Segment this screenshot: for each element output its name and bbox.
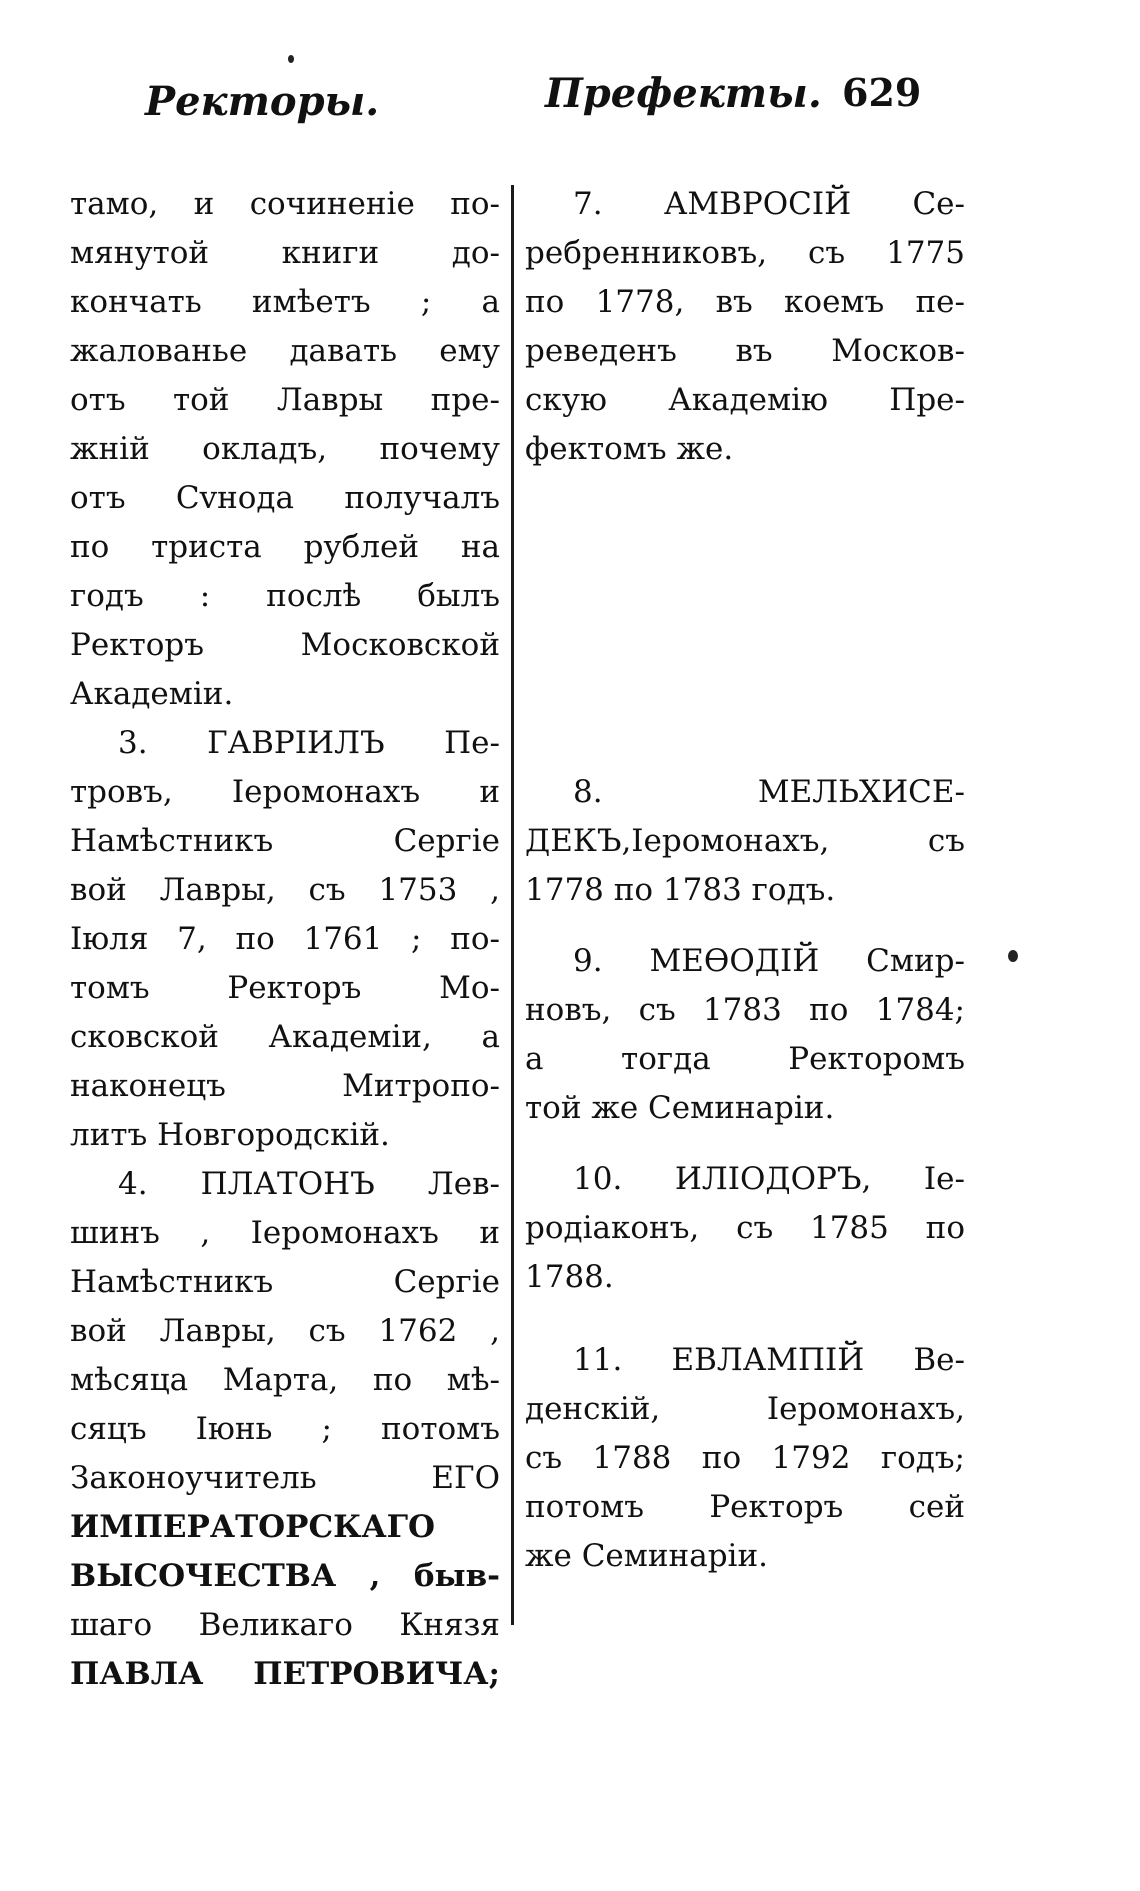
text-line: ВЫСОЧЕСТВА , быв- <box>70 1558 500 1594</box>
entry-heading-melkhisedek: 8. МЕЛЬХИСЕ- <box>573 774 965 810</box>
text-line: а тогда Ректоромъ <box>525 1041 965 1077</box>
text-line: фектомъ же. <box>525 431 734 467</box>
text-line: отъ Сvнода получалъ <box>70 480 500 516</box>
text-line: тровъ, Іеромонахъ и <box>70 774 500 810</box>
text-line: кончать имѣетъ ; а <box>70 284 500 320</box>
text-line: тамо, и сочиненіе по- <box>70 186 500 222</box>
text-line: реведенъ въ Москов- <box>525 333 965 369</box>
text-line: ПАВЛА ПЕТРОВИЧА; <box>70 1656 500 1692</box>
entry-heading-mefodiy: 9. МЕѲОДІЙ Смир- <box>573 943 965 979</box>
page-number: 629 <box>842 70 922 115</box>
entry-heading-iliodor: 10. ИЛІОДОРЪ, Іе- <box>573 1161 965 1197</box>
text-line: ребренниковъ, съ 1775 <box>525 235 965 271</box>
text-line: новъ, съ 1783 по 1784; <box>525 992 965 1028</box>
column-divider <box>511 185 514 1625</box>
text-line: денскій, Іеромонахъ, <box>525 1391 965 1427</box>
text-line: родіаконъ, съ 1785 по <box>525 1210 965 1246</box>
entry-heading-gavriil: 3. ГАВРІИЛЪ Пе- <box>118 725 500 761</box>
entry-heading-amvrosiy: 7. АМВРОСІЙ Се- <box>573 186 965 222</box>
text-line: же Семинаріи. <box>525 1538 768 1574</box>
text-line: мянутой книги до- <box>70 235 500 271</box>
text-line: ДЕКЪ,Іеромонахъ, съ <box>525 823 965 859</box>
text-line: по 1778, въ коемъ пе- <box>525 284 965 320</box>
text-line: литъ Новгородскій. <box>70 1117 390 1153</box>
ink-spot <box>1008 950 1018 962</box>
text-line: Законоучитель ЕГО <box>70 1460 500 1496</box>
text-line: мѣсяца Марта, по мѣ- <box>70 1362 500 1398</box>
text-line: той же Семинаріи. <box>525 1090 835 1126</box>
text-line: съ 1788 по 1792 годъ; <box>525 1440 965 1476</box>
text-line: шаго Великаго Князя <box>70 1607 500 1643</box>
text-line: Ректоръ Московской <box>70 627 500 663</box>
rectors-column <box>70 180 500 1699</box>
text-line: вой Лавры, съ 1762 , <box>70 1313 500 1349</box>
text-line: отъ той Лавры пре- <box>70 382 500 418</box>
text-line: сяцъ Іюнь ; потомъ <box>70 1411 500 1447</box>
text-line: жній окладъ, почему <box>70 431 500 467</box>
text-line: Намѣстникъ Сергіе <box>70 1264 500 1300</box>
running-header <box>0 70 1140 140</box>
text-line: Академіи. <box>70 676 234 712</box>
text-line: вой Лавры, съ 1753 , <box>70 872 500 908</box>
text-line: годъ : послѣ былъ <box>70 578 500 614</box>
text-line: жалованье давать ему <box>70 333 500 369</box>
text-line: скую Академію Пре- <box>525 382 965 418</box>
text-line: по триста рублей на <box>70 529 500 565</box>
text-line: томъ Ректоръ Мо- <box>70 970 500 1006</box>
entry-heading-evlampiy: 11. ЕВЛАМПІЙ Ве- <box>573 1342 965 1378</box>
left-running-title: Ректоры. <box>145 78 380 125</box>
text-line: наконецъ Митропо- <box>70 1068 500 1104</box>
entry-heading-platon: 4. ПЛАТОНЪ Лев- <box>118 1166 500 1202</box>
text-line: ИМПЕРАТОРСКАГО <box>70 1509 435 1545</box>
prefects-column <box>525 180 965 1581</box>
ink-spot <box>288 55 294 63</box>
text-line: 1788. <box>525 1259 614 1295</box>
right-running-title: Префекты. <box>545 70 822 117</box>
text-line: шинъ , Іеромонахъ и <box>70 1215 500 1251</box>
text-line: Намѣстникъ Сергіе <box>70 823 500 859</box>
text-line: сковской Академіи, а <box>70 1019 500 1055</box>
text-line: 1778 по 1783 годъ. <box>525 872 836 908</box>
text-line: потомъ Ректоръ сей <box>525 1489 965 1525</box>
text-line: Іюля 7, по 1761 ; по- <box>70 921 500 957</box>
